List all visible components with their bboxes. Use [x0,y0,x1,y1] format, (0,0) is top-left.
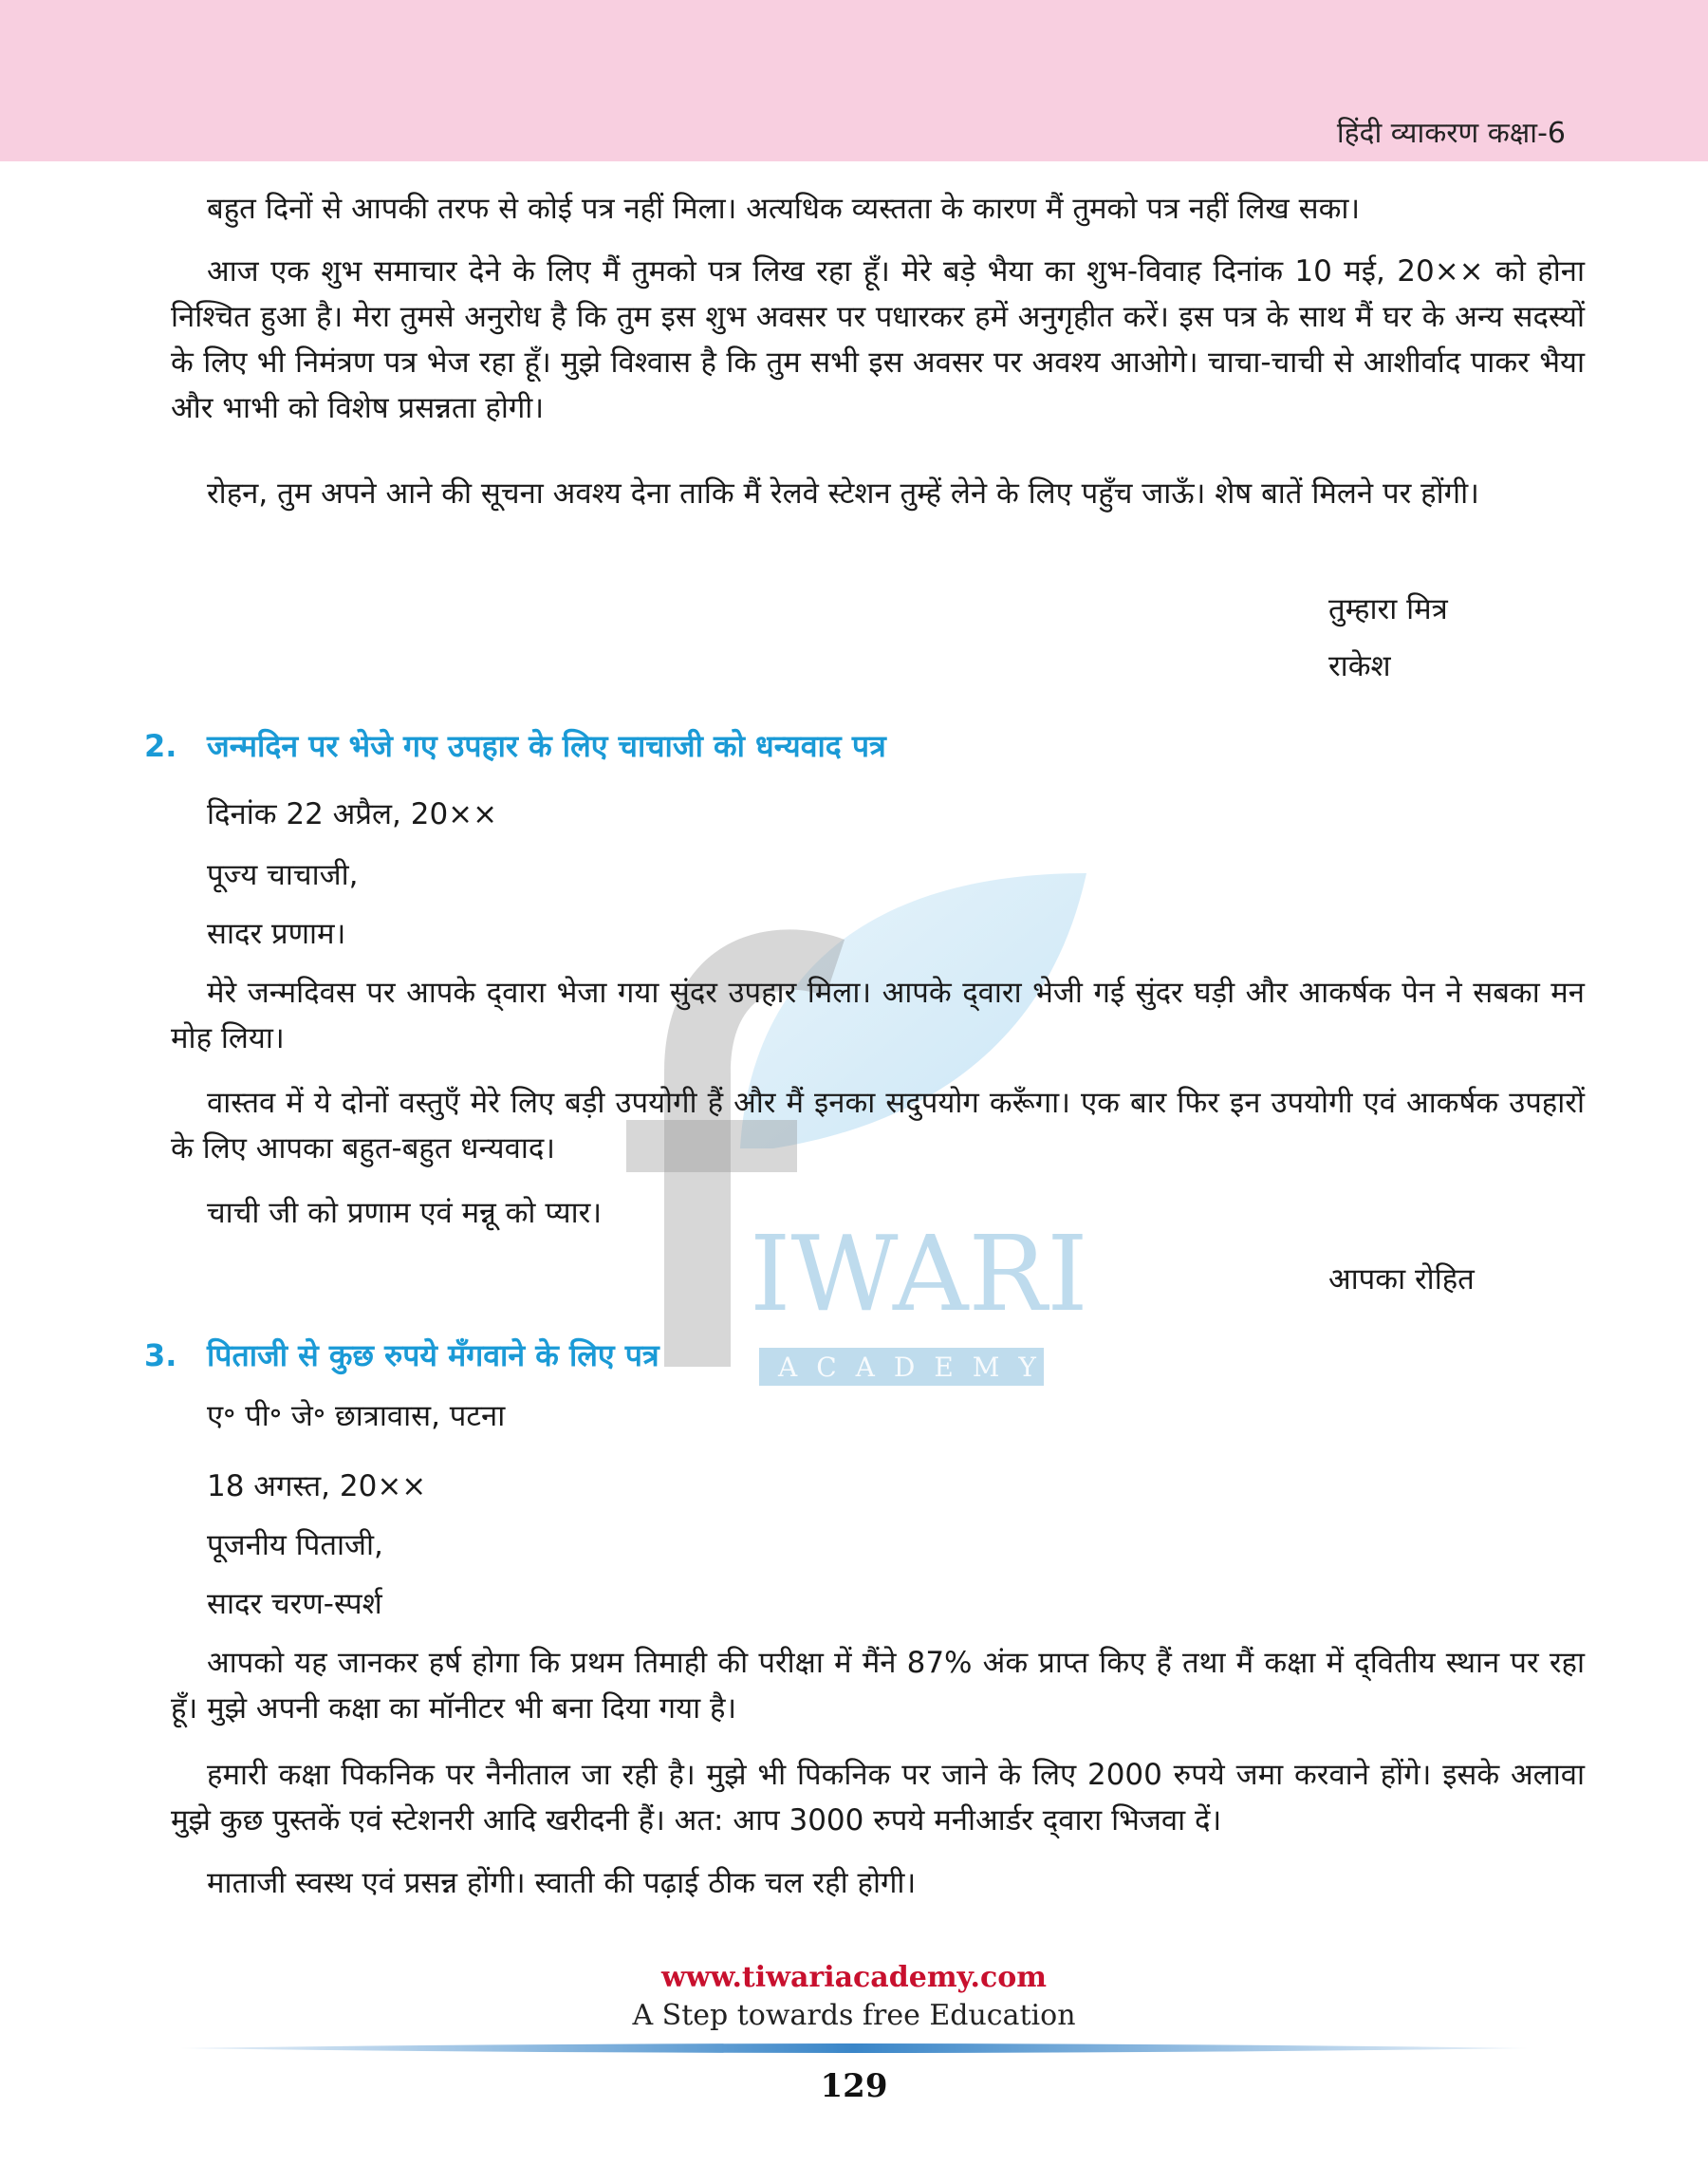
letter2-para2: वास्तव में ये दोनों वस्तुएँ मेरे लिए बड़ी उपयोगी हैं और मैं इनका सदुपयोग करूँगा। एक बार फिर इन उपयोगी एवं आकर्षक उपहारों के लिए आपका बहुत-बहुत धन्यवाद। [171,1086,1585,1166]
letter1-para2: आज एक शुभ समाचार देने के लिए मैं तुमको पत्र लिख रहा हूँ। मेरे बड़े भैया का शुभ-विवाह दिनांक 10 मई, 20×× को होना निश्चित हुआ है। मेरा तुमसे अनुरोध है कि तुम इस शुभ अवसर पर पधारकर हमें अनुगृहीत करें। इस पत्र के साथ मैं घर के अन्य सदस्यों के लिए भी निमंत्रण पत्र भेज रहा हूँ। मुझे विश्वास है कि तुम सभी इस अवसर पर अवश्य आओगे। चाचा-चाची से आशीर्वाद पाकर भैया और भाभी को विशेष प्रसन्नता होगी। [171,254,1585,425]
letter3-para1: आपको यह जानकर हर्ष होगा कि प्रथम तिमाही की परीक्षा में मैंने 87% अंक प्राप्त किए हैं तथा मैं कक्षा में द्‌वितीय स्थान पर रहा हूँ। मुझे अपनी कक्षा का मॉनीटर भी बना दिया गया है। [171,1646,1585,1726]
letter3-number: 3. [144,1337,177,1373]
letter2-heading [144,725,886,766]
letter2-title: जन्मदिन पर भेजे गए उपहार के लिए चाचाजी को धन्यवाद पत्र [207,728,886,764]
letter2-date: दिनांक 22 अप्रैल, 20×× [207,797,498,831]
letter1-closing: तुम्हारा मित्र [1328,592,1448,626]
letter2-salutation: पूज्य चाचाजी, [207,858,359,892]
watermark-brand: IWARI [750,1213,1088,1334]
letter2-greeting: सादर प्रणाम। [207,917,346,951]
footer-tagline: A Step towards free Education [632,1999,1076,2032]
letter3-para2: हमारी कक्षा पिकनिक पर नैनीताल जा रही है। मुझे भी पिकनिक पर जाने के लिए 2000 रुपये जमा करवाने होंगे। इसके अलावा मुझे कुछ पुस्तकें एवं स्टेशनरी आदि खरीदनी हैं। अत: आप 3000 रुपये मनीआर्डर द्‌वारा भिजवा दें। [171,1758,1585,1838]
watermark-sub: ACADEMY [778,1352,1055,1383]
letter1-para3: रोहन, तुम अपने आने की सूचना अवश्य देना ताकि मैं रेलवे स्टेशन तुम्हें लेने के लिए पहुँच जाऊँ। शेष बातें मिलने पर होंगी। [207,476,1479,511]
letter2-para3: चाची जी को प्रणाम एवं मन्नू को प्यार। [207,1196,603,1230]
letter1-signature: राकेश [1328,649,1391,683]
letter2-signature: आपका रोहित [1328,1262,1475,1297]
letter3-date: 18 अगस्त, 20×× [207,1469,427,1503]
footer-website-link[interactable]: www.tiwariacademy.com [660,1961,1048,1994]
letter3-heading [144,1334,659,1375]
letter3-greeting: सादर चरण-स्पर्श [207,1587,382,1621]
letter1-para1: बहुत दिनों से आपकी तरफ से कोई पत्र नहीं मिला। अत्यधिक व्यस्तता के कारण मैं तुमको पत्र नहीं लिख सका। [207,192,1361,226]
letter2-para1: मेरे जन्मदिवस पर आपके द्‌वारा भेजा गया सुंदर उपहार मिला। आपके द्‌वारा भेजी गई सुंदर घड़ी और आकर्षक पेन ने सबका मन मोह लिया। [171,976,1585,1055]
letter3-address: ए॰ पी॰ जे॰ छात्रावास, पटना [207,1399,506,1433]
footer-rule [180,2041,1528,2056]
letter3-title: पिताजी से कुछ रुपये मँगवाने के लिए पत्र [207,1337,659,1373]
letter3-para3: माताजी स्वस्थ एवं प्रसन्न होंगी। स्वाती की पढ़ाई ठीक चल रही होगी। [207,1866,917,1900]
book-title: हिंदी व्याकरण कक्षा-6 [1336,117,1566,150]
letter2-number: 2. [144,728,177,764]
page-number: 129 [820,2067,888,2105]
letter3-salutation: पूजनीय पिताजी, [207,1528,383,1562]
